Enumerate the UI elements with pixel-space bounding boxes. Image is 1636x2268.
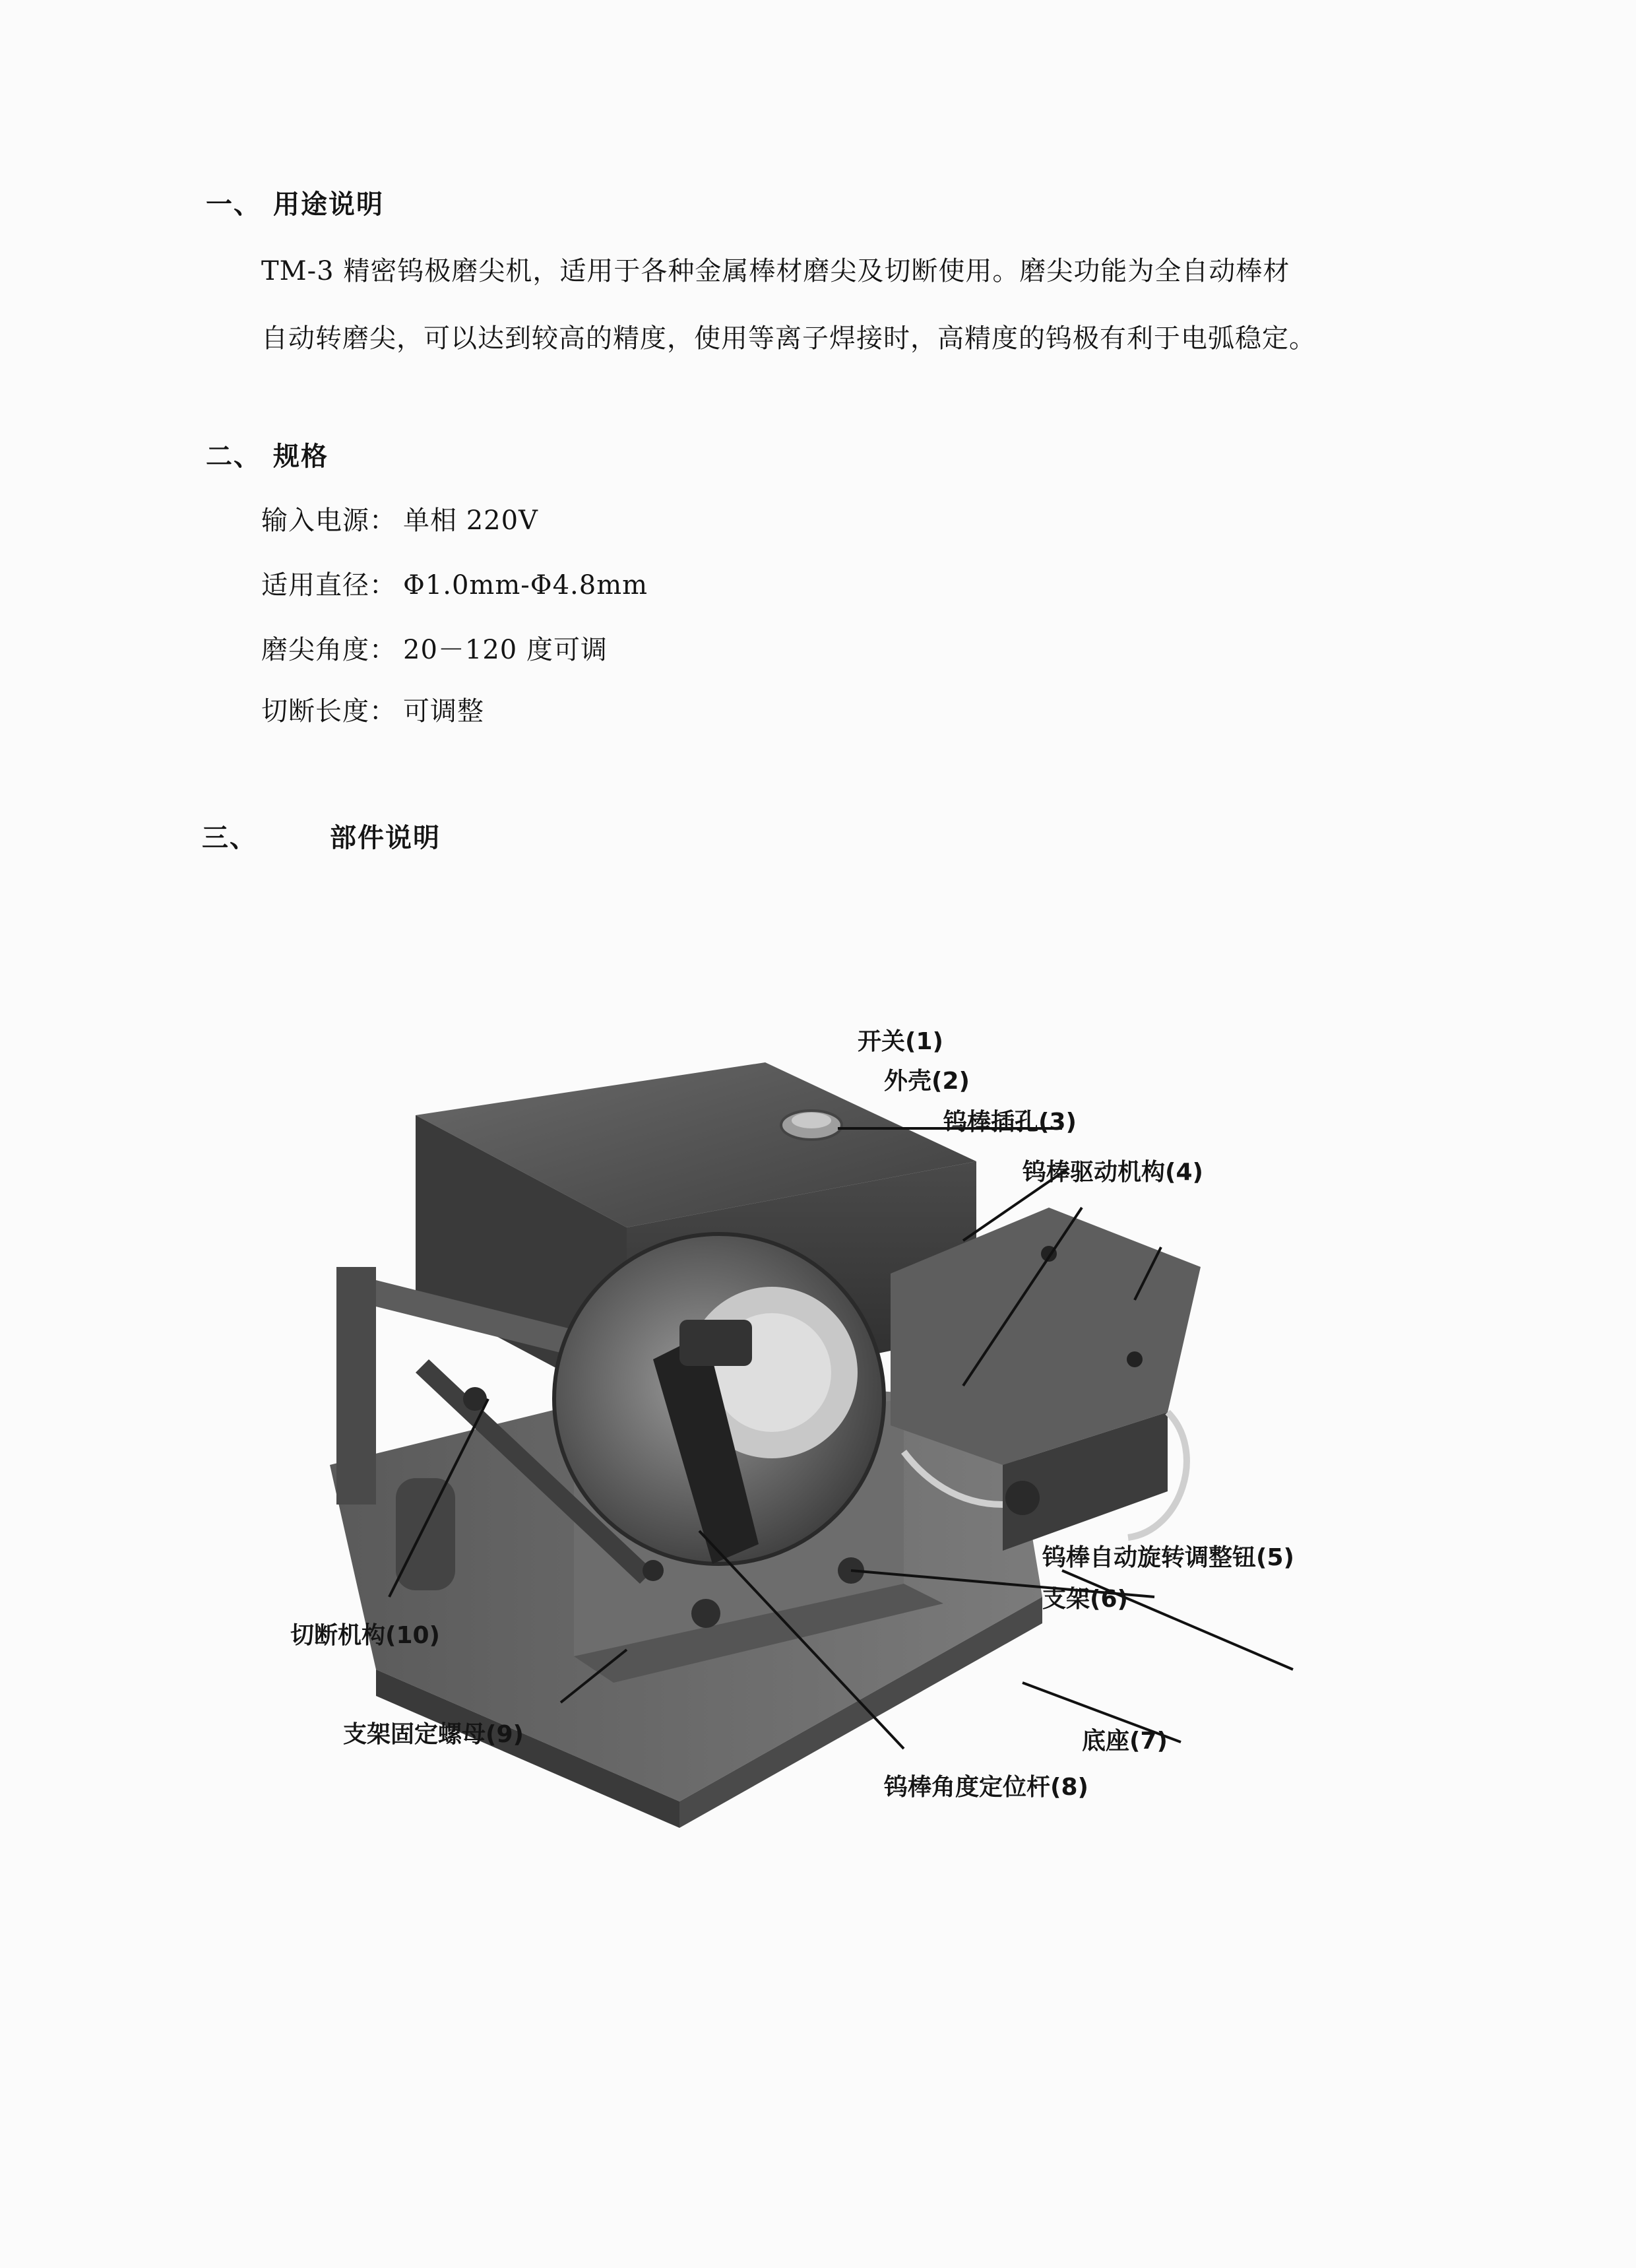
- spec-label: 输入电源：: [261, 505, 396, 536]
- spec-row: [261, 500, 538, 537]
- section-3-title: 部件说明: [330, 823, 441, 853]
- section-2-heading: [206, 436, 329, 473]
- spec-row: [261, 629, 608, 666]
- spec-label: 适用直径：: [261, 570, 396, 600]
- spec-value: 可调整: [403, 696, 484, 727]
- callout-support: 支架(6): [1042, 1586, 1128, 1613]
- spec-row: [261, 564, 648, 602]
- callout-rod-inlet: 钨棒插孔(3): [943, 1109, 1077, 1136]
- section-1-number: 一、: [206, 189, 261, 220]
- paragraph-line: 自动转磨尖，可以达到较高的精度，使用等离子焊接时，高精度的钨极有利于电弧稳定。: [261, 323, 1316, 354]
- spec-label: 磨尖角度：: [261, 635, 396, 665]
- section-3-number: 三、: [202, 823, 257, 853]
- callout-drive-mechanism: 钨棒驱动机构(4): [1022, 1159, 1203, 1186]
- callout-cutting-mechanism: 切断机构(10): [290, 1622, 441, 1649]
- section-1-paragraph: [261, 238, 1369, 372]
- section-1-heading: [206, 183, 384, 221]
- paragraph-line: TM-3 精密钨极磨尖机，适用于各种金属棒材磨尖及切断使用。磨尖功能为全自动棒材: [261, 256, 1290, 286]
- spec-value: 单相 220V: [403, 505, 538, 536]
- section-3-heading: [202, 817, 441, 855]
- callout-support-nut: 支架固定螺母(9): [343, 1721, 524, 1748]
- spec-value: 20－120 度可调: [403, 635, 608, 665]
- spec-value: Φ1.0mm-Φ4.8mm: [403, 570, 648, 600]
- callout-rotation-knob: 钨棒自动旋转调整钮(5): [1042, 1544, 1294, 1571]
- callout-angle-rod: 钨棒角度定位杆(8): [884, 1774, 1088, 1801]
- callout-housing: 外壳(2): [884, 1068, 970, 1095]
- machine-figure: [290, 990, 1392, 1848]
- section-2-number: 二、: [206, 441, 261, 472]
- callout-switch: 开关(1): [858, 1028, 943, 1055]
- section-2-title: 规格: [273, 441, 329, 472]
- spec-row: [261, 690, 484, 728]
- callout-base: 底座(7): [1082, 1728, 1168, 1755]
- section-1-title: 用途说明: [273, 189, 384, 220]
- spec-label: 切断长度：: [261, 696, 396, 727]
